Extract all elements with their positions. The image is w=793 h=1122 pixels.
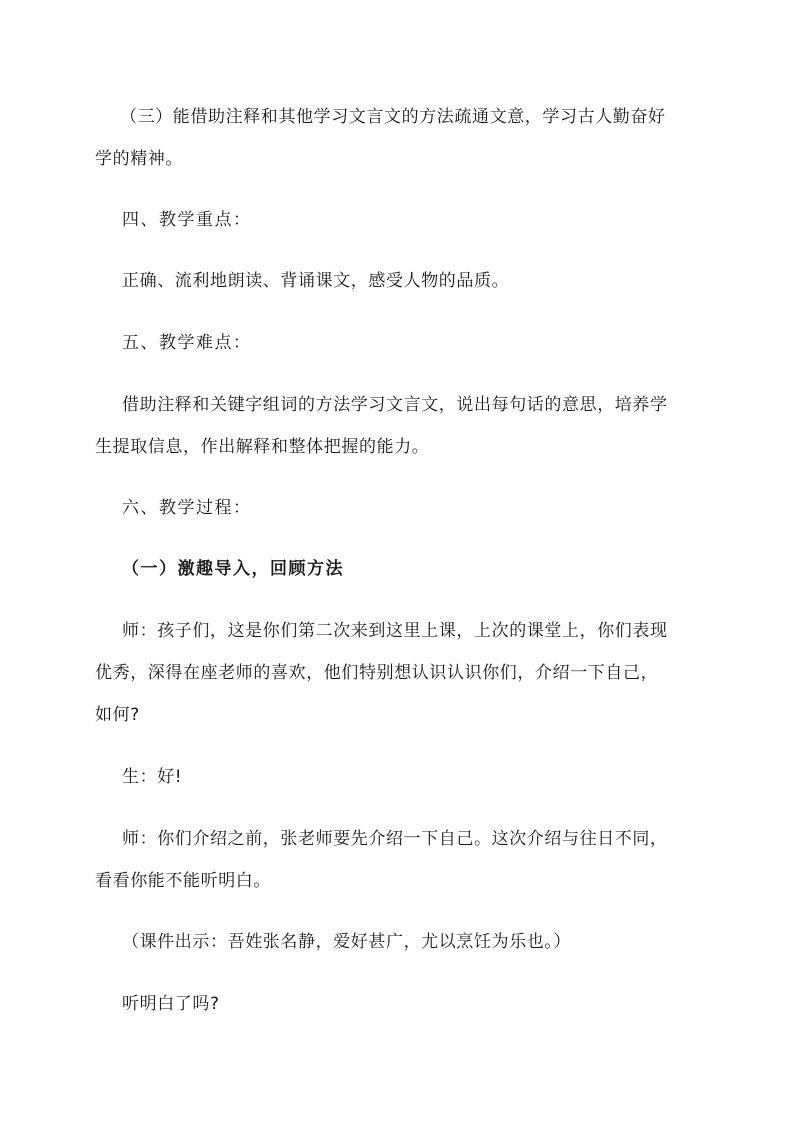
section-5-line-1: 借助注释和关键字组词的方法学习文言文，说出每句话的意思，培养学	[122, 395, 668, 415]
section-5-line-2: 生提取信息，作出解释和整体把握的能力。	[95, 437, 430, 457]
student-1: 生：好!	[122, 767, 183, 787]
question-line: 听明白了吗?	[122, 994, 220, 1014]
objective-3-line-2: 学的精神。	[95, 149, 183, 169]
section-4-heading: 四、教学重点：	[122, 210, 252, 230]
section-6-heading: 六、教学过程：	[122, 498, 252, 518]
teacher-1-line-2: 优秀，深得在座老师的喜欢，他们特别想认识认识你们，介绍一下自己，	[95, 663, 659, 683]
teacher-1-line-3: 如何?	[95, 705, 140, 725]
courseware-note: （课件出示：吾姓张名静，爱好甚广，尤以烹饪为乐也。）	[122, 932, 572, 952]
teacher-1-line-1: 师：孩子们，这是你们第二次来到这里上课，上次的课堂上，你们表现	[122, 621, 668, 641]
objective-3-line-1: （三）能借助注释和其他学习文言文的方法疏通文意，学习古人勤奋好	[120, 107, 666, 127]
section-5-heading: 五、教学难点：	[122, 333, 252, 353]
teacher-2-line-2: 看看你能不能听明白。	[95, 871, 271, 891]
teacher-2-line-1: 师：你们介绍之前，张老师要先介绍一下自己。这次介绍与往日不同，	[122, 829, 668, 849]
section-6-subheading: （一）激趣导入，回顾方法	[122, 559, 344, 579]
section-4-body: 正确、流利地朗读、背诵课文，感受人物的品质。	[122, 271, 510, 291]
